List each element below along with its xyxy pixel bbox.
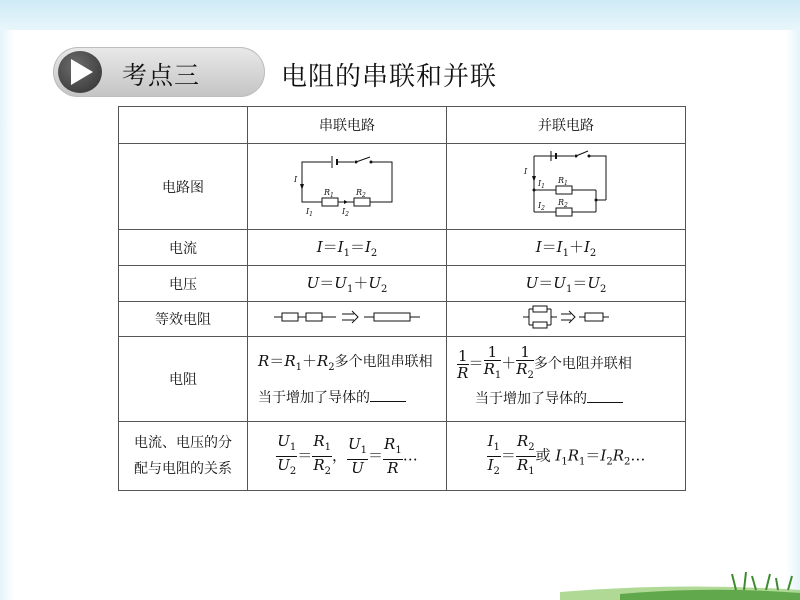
svg-text:I1: $I_1$ xyxy=(538,178,545,190)
parallel-equivalent-diagram xyxy=(447,302,686,337)
series-resistance-text: 多个电阻串联相当于增加了导体的 xyxy=(258,353,433,406)
parallel-relation-or: 或 xyxy=(535,446,551,464)
svg-text:R2: $R_2$ xyxy=(558,197,568,209)
parallel-circuit-icon xyxy=(516,150,616,220)
parallel-resistance-text-a: 多个电阻并联相 xyxy=(533,356,632,372)
parallel-resistance-cell xyxy=(447,337,686,422)
header-cell-blank xyxy=(119,107,248,144)
svg-text:R2: $R_2$ xyxy=(356,187,366,199)
row-label-current: 电流 xyxy=(119,230,248,266)
parallel-resistance-formula: $\frac{1}{R}$ ＝ $\frac{1}{R_1}$ ＋ $\frac{1}{R_2}$ xyxy=(457,343,534,382)
slide-title: 电阻的串联和并联 xyxy=(281,62,498,92)
header-cell-parallel: 并联电路 xyxy=(447,107,686,144)
row-label-relation xyxy=(119,422,248,491)
series-resistance-formula: $R=R_1+R_2$ xyxy=(258,351,335,373)
svg-text:I2: $I_2$ xyxy=(342,206,349,216)
table-row-circuit xyxy=(119,144,686,230)
svg-text:I: I xyxy=(524,166,528,176)
parallel-current-formula: $I=I_1+I_2$ xyxy=(447,230,686,266)
grass-decoration xyxy=(560,560,800,600)
parallel-equivalent-icon xyxy=(521,303,611,331)
badge-label: 考点三 xyxy=(122,61,201,90)
series-resistance-blank xyxy=(370,387,406,402)
series-circuit-diagram xyxy=(248,144,447,230)
parallel-voltage-formula: $U=U_1=U_2$ xyxy=(447,266,686,302)
series-equivalent-icon xyxy=(272,307,422,327)
top-strip xyxy=(0,0,800,30)
table-row-resistance xyxy=(119,337,686,422)
row-label-relation-line2: 配与电阻的关系 xyxy=(134,461,232,477)
svg-text:R1: $R_1$ xyxy=(558,175,568,187)
series-resistance-cell xyxy=(248,337,447,422)
parallel-resistance-blank xyxy=(587,388,623,403)
table-row-equivalent xyxy=(119,302,686,337)
table-header-row xyxy=(119,107,686,144)
svg-text:I2: $I_2$ xyxy=(538,200,545,212)
table-row-relation xyxy=(119,422,686,491)
svg-text:R1: $R_1$ xyxy=(324,187,334,199)
svg-text:I: I xyxy=(294,174,298,184)
header-cell-series: 串联电路 xyxy=(248,107,447,144)
svg-text:I1: $I_1$ xyxy=(306,206,313,216)
row-label-resistance: 电阻 xyxy=(119,337,248,422)
comparison-table xyxy=(118,106,686,491)
table-row-voltage xyxy=(119,266,686,302)
series-current-formula: $I=I_1=I_2$ xyxy=(248,230,447,266)
series-equivalent-diagram xyxy=(248,302,447,337)
table-row-current xyxy=(119,230,686,266)
series-circuit-icon xyxy=(292,154,402,216)
row-label-relation-line1: 电流、电压的分 xyxy=(134,435,232,451)
row-label-circuit: 电路图 xyxy=(119,144,248,230)
parallel-relation-formula: $\frac{I_1}{I_2}$ ＝ $\frac{R_2}{R_1}$ 或 $I_1R_1=I_2R_2\dots$ xyxy=(447,422,686,491)
series-voltage-formula: $U=U_1+U_2$ xyxy=(248,266,447,302)
row-label-equivalent: 等效电阻 xyxy=(119,302,248,337)
parallel-resistance-text-b: 当于增加了导体的 xyxy=(475,391,587,407)
play-arrow-icon xyxy=(71,59,93,85)
parallel-circuit-diagram xyxy=(447,144,686,230)
series-relation-formula: $\frac{U_1}{U_2}$ ＝ $\frac{R_1}{R_2}$ ， $\frac{U_1}{U}$ ＝ $\frac{R_1}{R}$ … xyxy=(248,422,447,491)
row-label-voltage: 电压 xyxy=(119,266,248,302)
